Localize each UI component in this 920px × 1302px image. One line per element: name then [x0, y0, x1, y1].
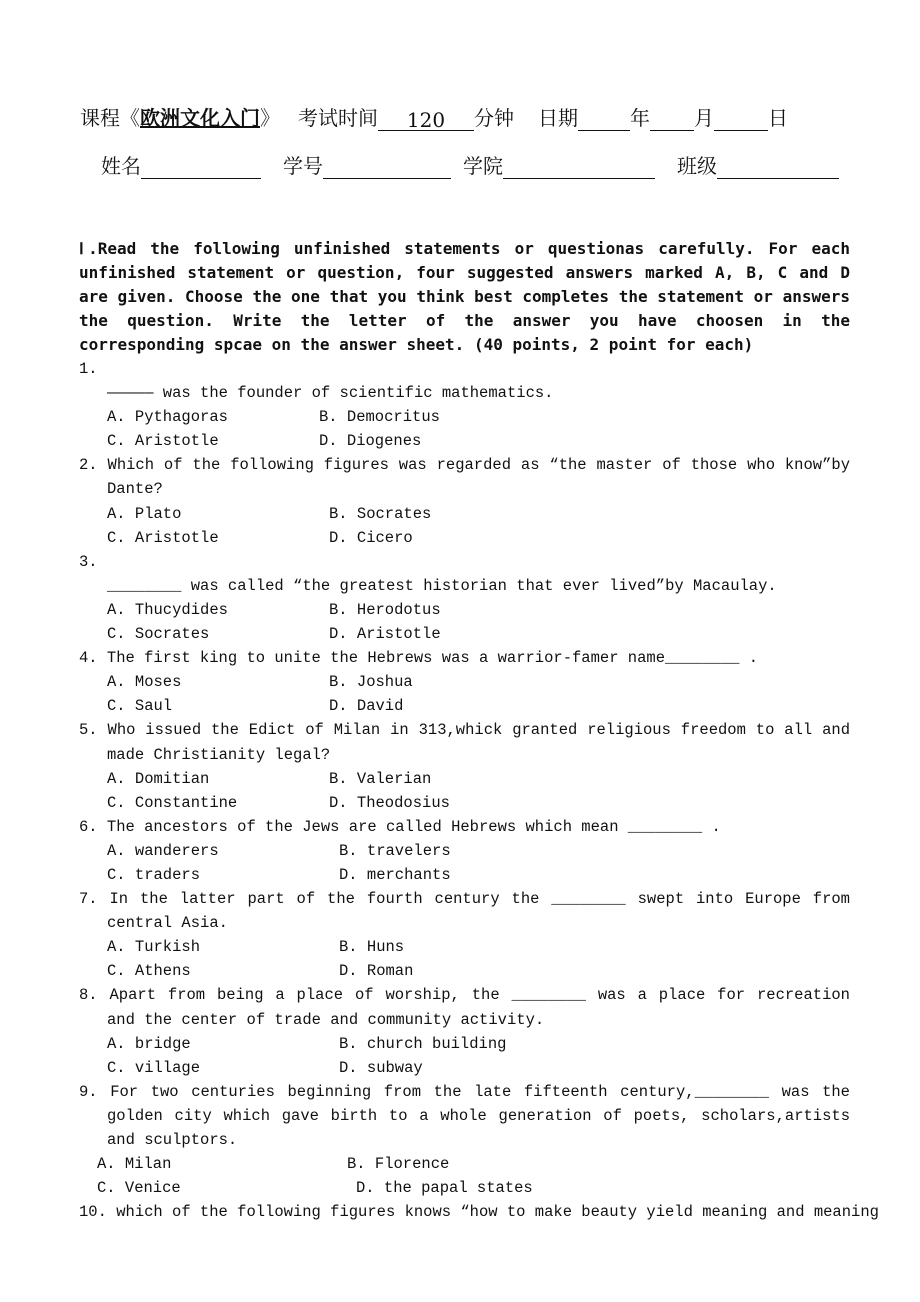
option-row	[79, 1176, 850, 1200]
option-row	[79, 598, 850, 622]
option-b[interactable]: B. Democritus	[319, 408, 440, 427]
month-blank[interactable]	[650, 108, 694, 131]
option-c[interactable]: C. village	[107, 1058, 201, 1077]
option-row	[79, 839, 850, 863]
question-6	[79, 815, 850, 887]
option-row	[79, 767, 850, 791]
question-text: 6. The ancestors of the Jews are called Hebrews which mean ________ .	[79, 817, 721, 836]
option-row	[79, 502, 850, 526]
question-text: 7. In the latter part of the fourth century the ________ swept into Europe from central Asia.	[79, 890, 850, 933]
college-label: 学院	[463, 154, 503, 178]
option-row	[79, 791, 850, 815]
option-c[interactable]: C. Socrates	[107, 625, 210, 644]
option-a[interactable]: A. wanderers	[107, 841, 219, 860]
option-a[interactable]: A. bridge	[107, 1034, 191, 1053]
question-text: 5. Who issued the Edict of Milan in 313,whick granted religious freedom to all and made Christianity legal?	[79, 721, 850, 764]
option-row	[79, 1152, 850, 1176]
question-text: 8. Apart from being a place of worship, the ________ was a place for recreation and the center of trade and community activity.	[79, 986, 850, 1029]
day-label: 日	[768, 106, 788, 130]
name-label: 姓名	[101, 154, 141, 178]
question-number: 3.	[79, 552, 98, 571]
course-close: 》	[260, 106, 280, 130]
section-instructions: Ⅰ.Read the following unfinished statements or questionas carefully. For each unfinished statement or question, four suggested answers marked A, B, C and D are given. Choose the one that you think best completes the statement or answers the question. Write the letter of the answer you have choosen in the corresponding spcae on the answer sheet. (40 points, 2 point for each)	[79, 239, 850, 354]
question-number: 1.	[79, 360, 98, 378]
question-9	[79, 1080, 850, 1200]
option-row	[79, 622, 850, 646]
option-a[interactable]: A. Plato	[107, 504, 182, 523]
time-value: 120	[378, 108, 474, 131]
class-blank[interactable]	[717, 156, 839, 179]
option-b[interactable]: B. church building	[339, 1034, 507, 1053]
option-row	[79, 670, 850, 694]
option-row	[79, 959, 850, 983]
option-row	[79, 863, 850, 887]
option-d[interactable]: D. Diogenes	[319, 432, 422, 451]
option-a[interactable]: A. Thucydides	[107, 600, 228, 619]
option-b[interactable]: B. Valerian	[329, 769, 432, 788]
question-7	[79, 887, 850, 983]
header-line-student	[101, 150, 839, 179]
time-label: 考试时间	[298, 106, 378, 130]
year-label: 年	[630, 106, 650, 130]
option-c[interactable]: C. Saul	[107, 697, 173, 716]
question-text: 4. The first king to unite the Hebrews was a warrior-famer name________ .	[79, 649, 759, 668]
header-line-course	[80, 102, 788, 131]
option-a[interactable]: A. Moses	[107, 673, 182, 692]
option-row	[79, 405, 850, 429]
college-blank[interactable]	[503, 156, 655, 179]
option-row	[79, 935, 850, 959]
exam-body	[79, 237, 879, 1224]
option-row	[79, 1032, 850, 1056]
option-c[interactable]: C. Aristotle	[107, 432, 219, 451]
option-row	[79, 1056, 850, 1080]
option-c[interactable]: C. traders	[107, 865, 201, 884]
id-label: 学号	[283, 154, 323, 178]
question-text: 10. which of the following figures knows “how to make beauty yield meaning and meaning	[79, 1203, 879, 1222]
question-8	[79, 983, 850, 1079]
year-blank[interactable]	[578, 108, 630, 131]
name-blank[interactable]	[141, 156, 261, 179]
question-2	[79, 453, 850, 549]
question-text: ________ was called “the greatest historian that ever lived”by Macaulay.	[107, 576, 777, 595]
option-b[interactable]: B. Socrates	[329, 504, 432, 523]
option-c[interactable]: C. Constantine	[107, 793, 238, 812]
day-blank[interactable]	[714, 108, 768, 131]
option-d[interactable]: D. Roman	[339, 962, 414, 981]
month-label: 月	[694, 106, 714, 130]
question-3	[79, 550, 850, 646]
question-10	[79, 1200, 879, 1224]
option-a[interactable]: A. Milan	[97, 1155, 172, 1174]
question-1	[79, 357, 850, 453]
option-a[interactable]: A. Domitian	[107, 769, 210, 788]
question-5	[79, 718, 850, 814]
question-4	[79, 646, 850, 718]
option-a[interactable]: A. Turkish	[107, 938, 201, 957]
question-text: ————— was the founder of scientific mathematics.	[107, 384, 554, 403]
option-b[interactable]: B. Joshua	[329, 673, 413, 692]
id-blank[interactable]	[323, 156, 451, 179]
minutes-label: 分钟	[474, 106, 514, 130]
option-row	[79, 526, 850, 550]
option-d[interactable]: D. Aristotle	[329, 625, 441, 644]
course-label: 课程《	[80, 106, 140, 130]
question-text: 2. Which of the following figures was regarded as “the master of those who know”by Dante?	[79, 456, 850, 499]
option-d[interactable]: D. Theodosius	[329, 793, 450, 812]
option-b[interactable]: B. Herodotus	[329, 600, 441, 619]
class-label: 班级	[677, 154, 717, 178]
question-text: 9. For two centuries beginning from the late fifteenth century,________ was the golden city which gave birth to a whole generation of poets, scholars,artists and sculptors.	[79, 1082, 850, 1149]
option-d[interactable]: D. subway	[339, 1058, 423, 1077]
option-a[interactable]: A. Pythagoras	[107, 408, 228, 427]
option-c[interactable]: C. Athens	[107, 962, 191, 981]
option-d[interactable]: D. the papal states	[356, 1179, 533, 1198]
option-d[interactable]: D. David	[329, 697, 404, 716]
course-name: 欧洲文化入门	[140, 106, 260, 130]
option-d[interactable]: D. Cicero	[329, 528, 413, 547]
option-row	[79, 429, 850, 453]
option-d[interactable]: D. merchants	[339, 865, 451, 884]
option-row	[79, 694, 850, 718]
option-b[interactable]: B. travelers	[339, 841, 451, 860]
option-b[interactable]: B. Huns	[339, 938, 405, 957]
option-b[interactable]: B. Florence	[347, 1155, 450, 1174]
option-c[interactable]: C. Venice	[97, 1179, 181, 1198]
option-c[interactable]: C. Aristotle	[107, 528, 219, 547]
date-label: 日期	[538, 106, 578, 130]
question-list	[79, 357, 879, 1224]
